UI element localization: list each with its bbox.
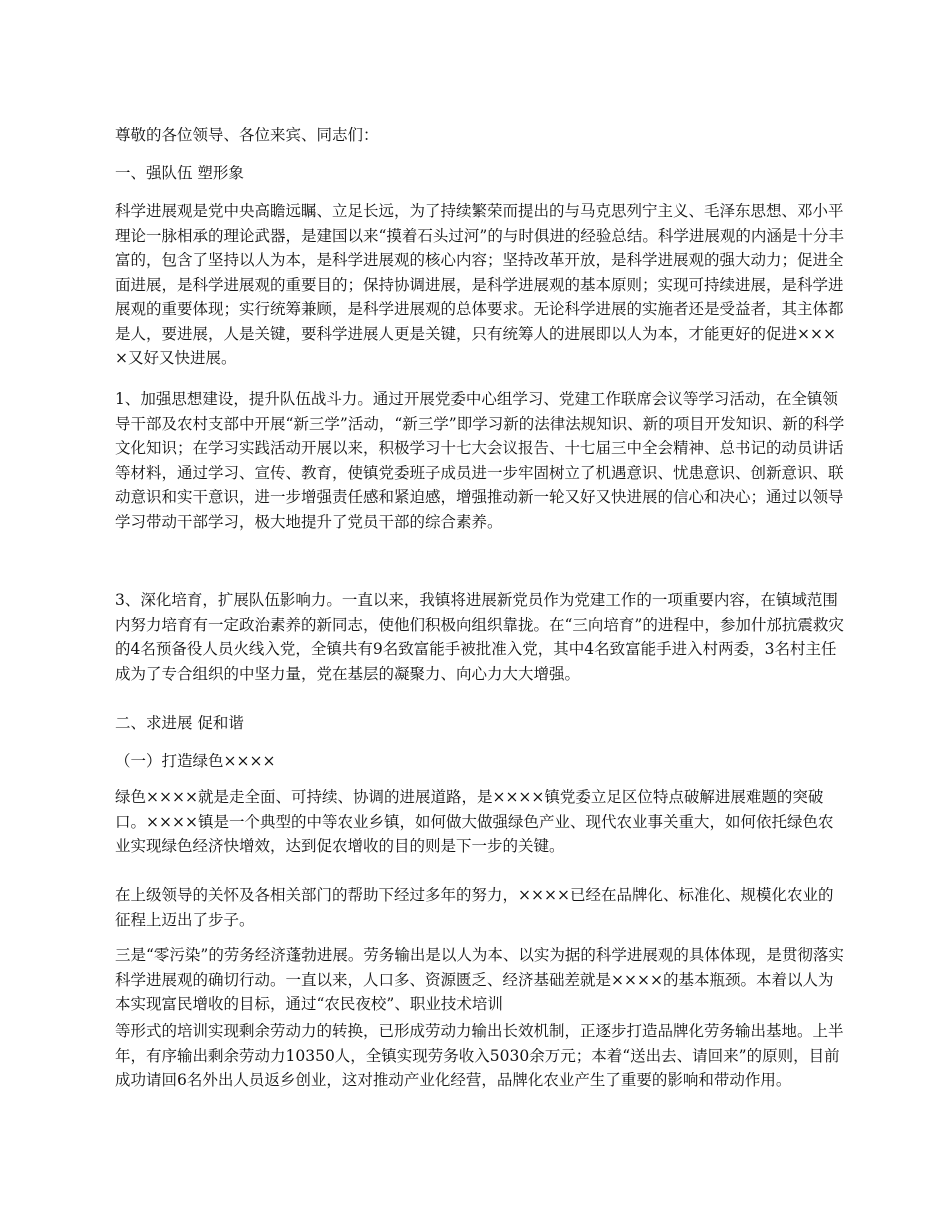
section-two-heading: 二、求进展 促和谐 <box>115 714 244 732</box>
paragraph-support: 在上级领导的关怀及各相关部门的帮助下经过多年的努力，××××已经在品牌化、标准化、规模化农业的征程上迈出了步子。 <box>115 886 834 929</box>
greeting: 尊敬的各位领导、各位来宾、同志们： <box>115 126 379 144</box>
subsection-heading: （一）打造绿色×××× <box>115 752 276 770</box>
paragraph-labor-part-a: 三是“零污染”的劳务经济蓬勃进展。劳务输出是以人为本、以实为据的科学进展观的具体体现，是贯彻落实科学进展观的确切行动。一直以来，人口多、资源匮乏、经济基础差就是××××的基本瓶颈。本着以人为本实现富民增收的目标，通过“农民夜校”、职业技术培训 <box>115 946 844 1013</box>
section-one-heading: 一、强队伍 塑形象 <box>115 164 244 182</box>
paragraph-item-3: 3、深化培育，扩展队伍影响力。一直以来，我镇将进展新党员作为党建工作的一项重要内容，在镇域范围内努力培育有一定政治素养的新同志，使他们积极向组织靠拢。在“三向培育”的进程中，参加什邡抗震救灾的4名预备役人员火线入党，全镇共有9名致富能手被批准入党，其中4名致富能手进入村两委，3名村主任成为了专合组织的中坚力量，党在基层的凝聚力、向心力大大增强。 <box>115 591 844 683</box>
paragraph-scientific-development: 科学进展观是党中央高瞻远瞩、立足长远，为了持续繁荣而提出的与马克思列宁主义、毛泽东思想、邓小平理论一脉相承的理论武器，是建国以来“摸着石头过河”的与时俱进的经验总结。科学进展观的内涵是十分丰富的，包含了坚持以人为本，是科学进展观的核心内容；坚持改革开放，是科学进展观的强大动力；促进全面进展，是科学进展观的重要目的；保持协调进展，是科学进展观的基本原则；实现可持续进展，是科学进展观的重要体现；实行统筹兼顾，是科学进展观的总体要求。无论科学进展的实施者还是受益者，其主体都是人，要进展，人是关键，要科学进展人更是关键，只有统筹人的进展即以人为本，才能更好的促进××××又好又快进展。 <box>115 202 844 367</box>
paragraph-labor-part-b: 等形式的培训实现剩余劳动力的转换，已形成劳动力输出长效机制，正逐步打造品牌化劳务输出基地。上半年，有序输出剩余劳动力10350人，全镇实现劳务收入5030余万元；本着“送出去、请回来”的原则，目前成功请回6名外出人员返乡创业，这对推动产业化经营，品牌化农业产生了重要的影响和带动作用。 <box>115 1022 844 1089</box>
paragraph-green: 绿色××××就是走全面、可持续、协调的进展道路，是××××镇党委立足区位特点破解进展难题的突破口。××××镇是一个典型的中等农业乡镇，如何做大做强绿色产业、现代农业事关重大，如何依托绿色农业实现绿色经济快增效，达到促农增收的目的则是下一步的关键。 <box>115 788 834 855</box>
paragraph-item-1: 1、加强思想建设，提升队伍战斗力。通过开展党委中心组学习、党建工作联席会议等学习活动，在全镇领导干部及农村支部中开展“新三学”活动，“新三学”即学习新的法律法规知识、新的项目开发知识、新的科学文化知识；在学习实践活动开展以来，积极学习十七大会议报告、十七届三中全会精神、总书记的动员讲话等材料，通过学习、宣传、教育，使镇党委班子成员进一步牢固树立了机遇意识、忧患意识、创新意识、联动意识和实干意识，进一步增强责任感和紧迫感，增强推动新一轮又好又快进展的信心和决心；通过以领导学习带动干部学习，极大地提升了党员干部的综合素养。 <box>115 390 845 531</box>
